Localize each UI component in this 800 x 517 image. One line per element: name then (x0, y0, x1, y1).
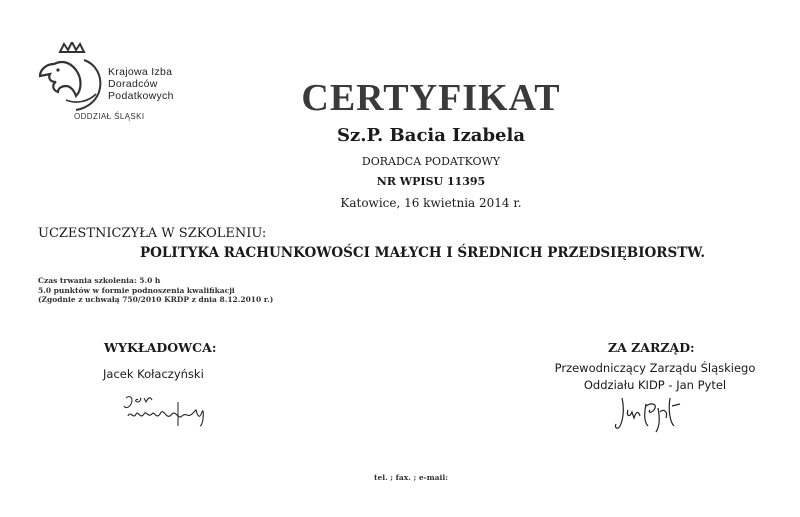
training-resolution: (Zgodnie z uchwałą 750/2010 KRDP z dnia 8.12.2010 r.) (38, 295, 274, 304)
place-date: Katowice, 16 kwietnia 2014 r. (340, 196, 522, 210)
board-title-line-2: Oddziału KIDP - Jan Pytel (583, 378, 727, 392)
organization-name-line-1: Krajowa Izba (108, 66, 173, 78)
lecturer-signature (118, 392, 218, 432)
lecturer-name: Jacek Kołaczyński (103, 367, 204, 381)
organization-branch: ODDZIAŁ ŚLĄSKI (74, 112, 145, 121)
registry-number: NR WPISU 11395 (376, 175, 486, 188)
organization-name-line-3: Podatkowych (108, 90, 174, 102)
footer-contact: tel. ; fax. ; e-mail: (374, 473, 448, 482)
lecturer-heading: WYKŁADOWCA: (104, 340, 217, 355)
recipient-role: DORADCA PODATKOWY (361, 155, 501, 168)
board-signature (610, 392, 690, 436)
board-signatory (535, 360, 775, 394)
board-heading: ZA ZARZĄD: (608, 340, 695, 355)
participated-label: UCZESTNICZYŁA W SZKOLENIU: (38, 226, 267, 241)
recipient-name: Sz.P. Bacia Izabela (336, 125, 526, 146)
certificate-title: CERTYFIKAT (301, 77, 561, 119)
training-duration: Czas trwania szkolenia: 5.0 h (38, 276, 161, 285)
board-title-line-1: Przewodniczący Zarządu Śląskiego (554, 361, 756, 375)
training-details (38, 276, 273, 305)
course-title: POLITYKA RACHUNKOWOŚCI MAŁYCH I ŚREDNICH PRZEDSIĘBIORSTW. (140, 245, 706, 261)
organization-name-line-2: Doradców (108, 78, 158, 90)
training-points: 5.0 punktów w formie podnoszenia kwalifikacji (38, 285, 235, 295)
